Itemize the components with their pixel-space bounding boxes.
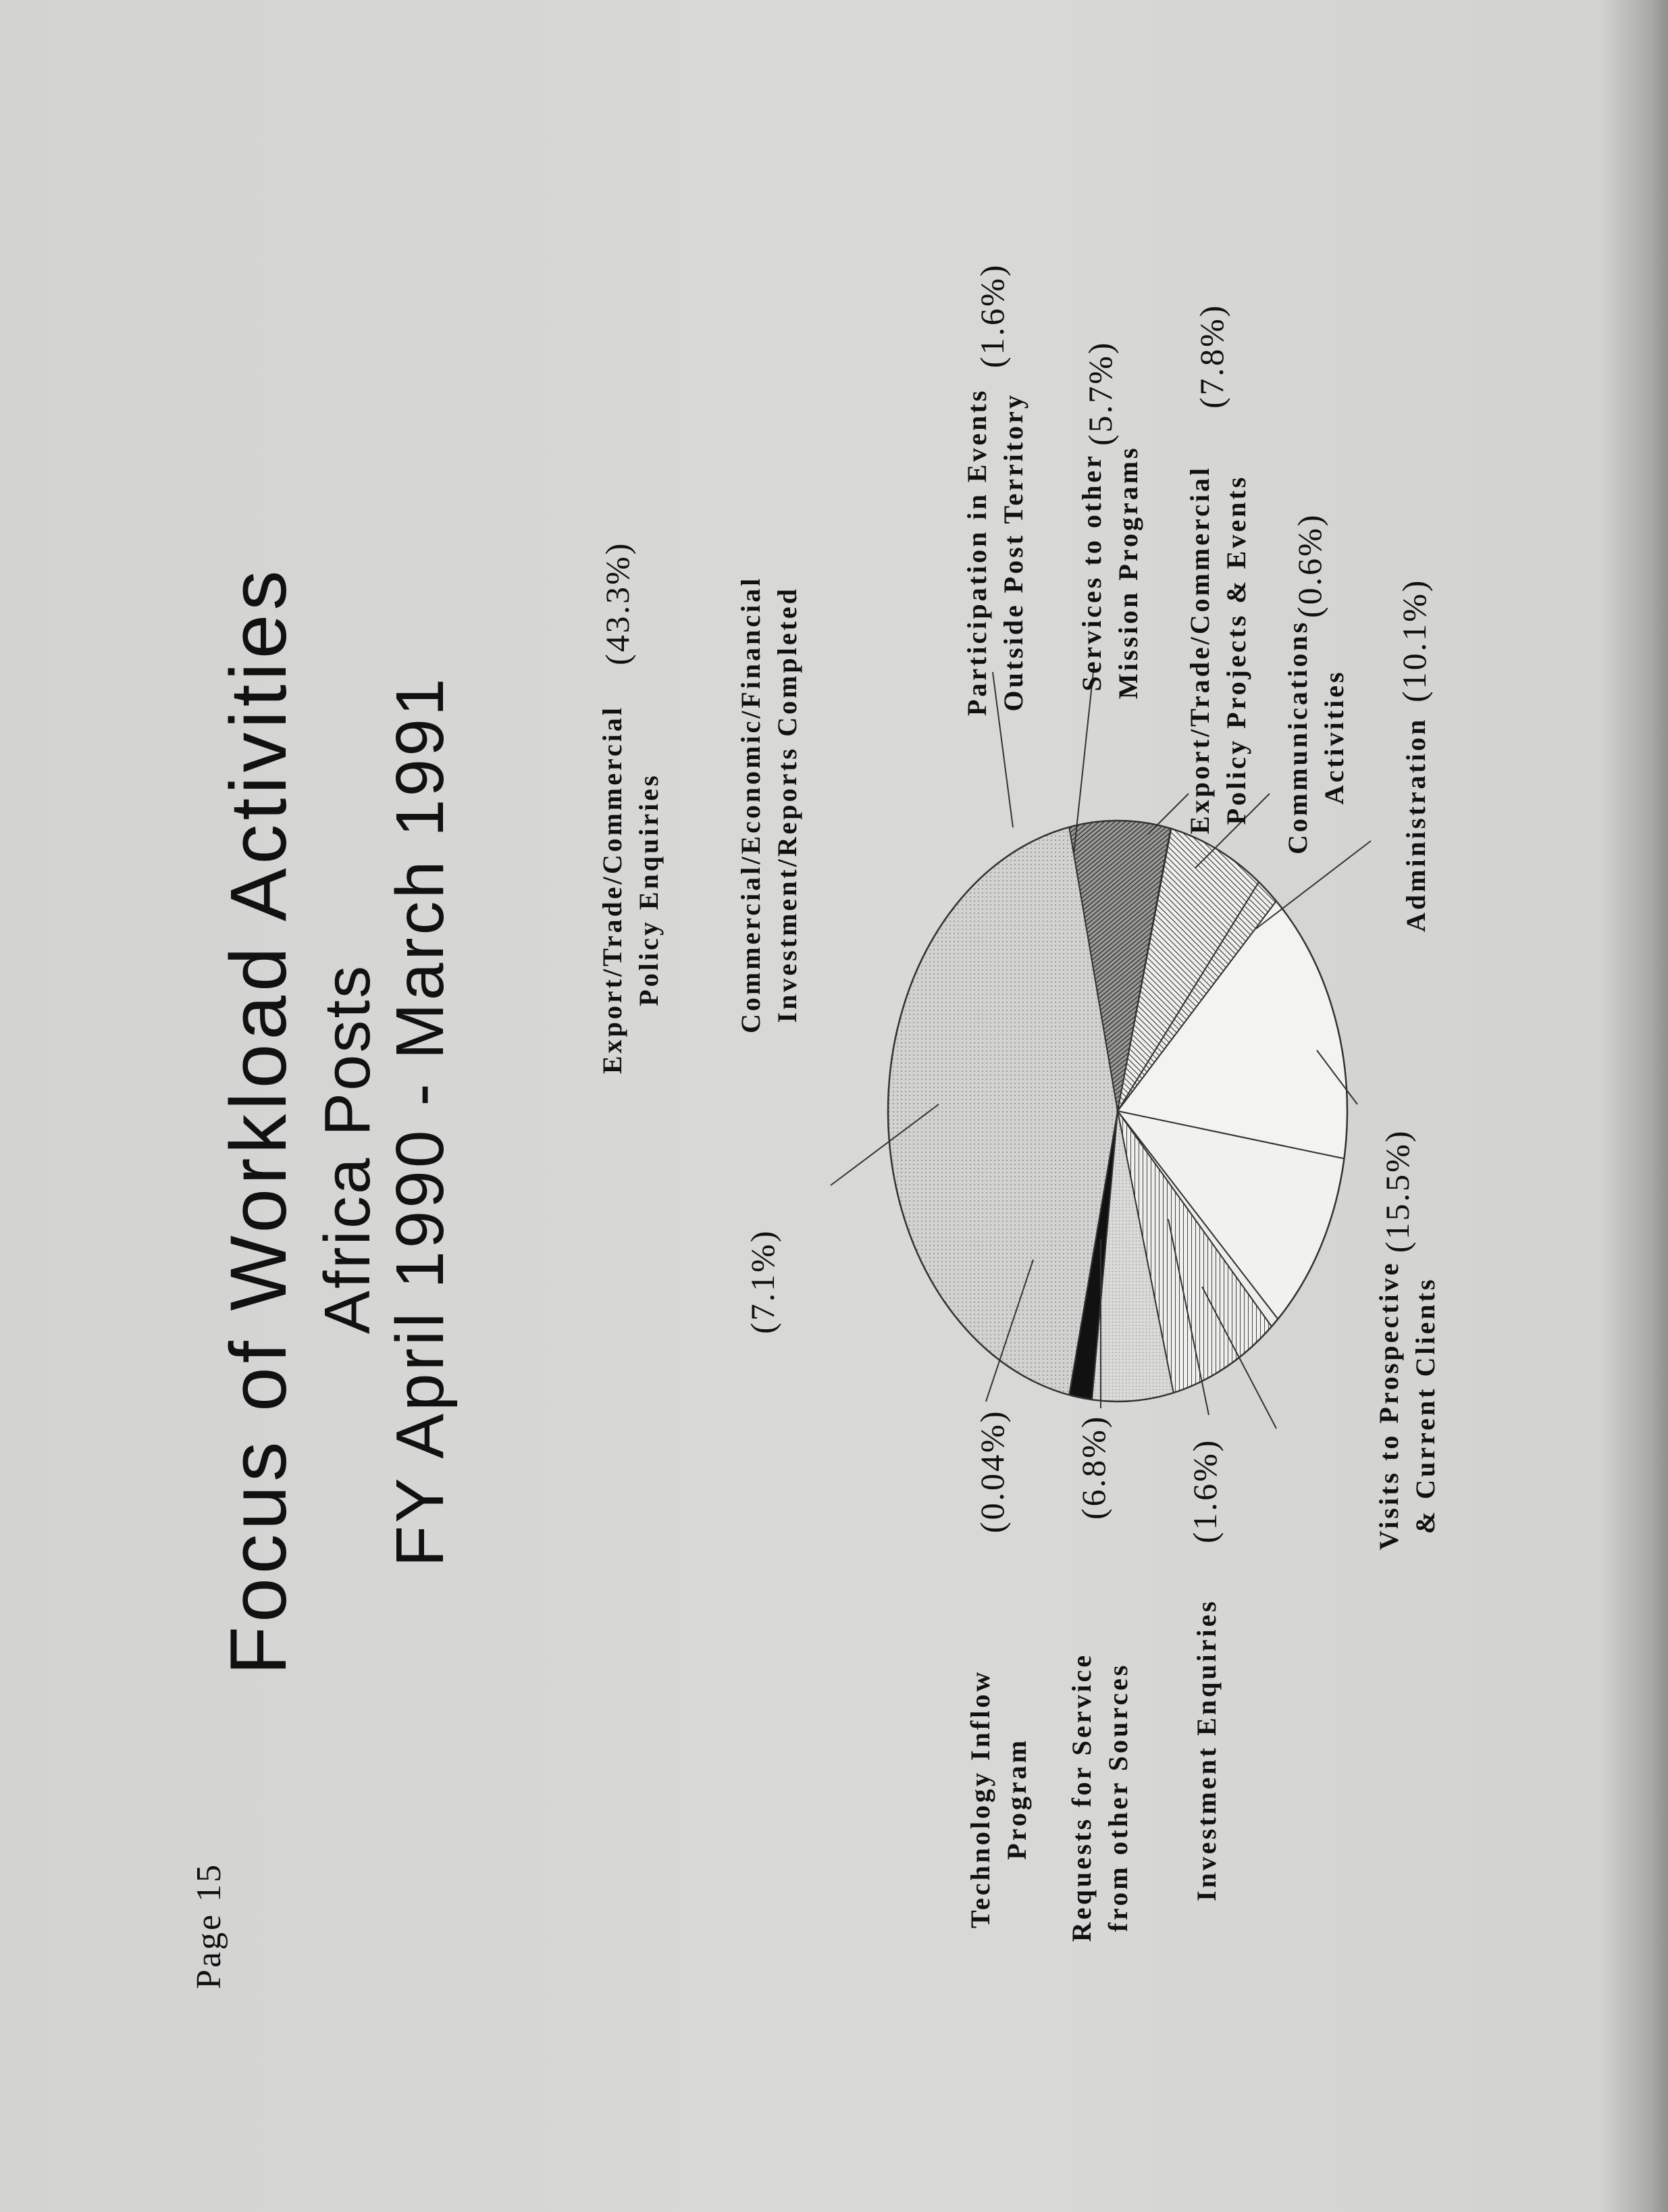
label-requests-for-service (1064, 1653, 1137, 1942)
pct-participation-in-events: (1.6%) (973, 263, 1011, 368)
chart-subtitle: Africa Posts (311, 963, 384, 1334)
label-line: Activities (1319, 669, 1349, 805)
label-services-to-programs (1074, 446, 1147, 699)
label-line: Policy Projects & Events (1221, 474, 1251, 825)
label-line: Investment Enquiries (1191, 1599, 1222, 1901)
pct-investment-enquiries: (1.6%) (1186, 1438, 1224, 1543)
label-line: Outside Post Territory (998, 392, 1028, 712)
pie-slices (888, 821, 1347, 1401)
pct-administration: (10.1%) (1395, 578, 1433, 702)
label-line: Technology Inflow (965, 1669, 995, 1928)
pct-visits-to-clients: (15.5%) (1378, 1129, 1416, 1253)
label-export-policy-enquiries (594, 705, 667, 1074)
label-line: Mission Programs (1113, 445, 1143, 699)
label-line: Administration (1401, 717, 1431, 932)
label-communications (1280, 620, 1353, 854)
chart-title: Focus of Workload Activities (214, 566, 303, 1675)
label-technology-inflow (962, 1670, 1035, 1928)
label-line: Export/Trade/Commercial (597, 705, 627, 1074)
pct-export-policy-projects: (7.8%) (1193, 303, 1230, 409)
label-participation-in-events (959, 388, 1032, 716)
label-export-policy-projects (1182, 465, 1255, 834)
label-line: Requests for Service (1066, 1652, 1097, 1942)
pct-export-policy-enquiries: (43.3%) (598, 541, 636, 665)
label-line: Program (1001, 1738, 1032, 1860)
pct-requests-for-service: (6.8%) (1074, 1414, 1112, 1520)
label-line: Commercial/Economic/Financial (735, 575, 766, 1033)
label-visits-to-clients (1371, 1261, 1444, 1550)
pct-commercial-reports: (7.1%) (744, 1229, 781, 1334)
label-line: Participation in Events (962, 388, 992, 716)
label-line: from other Sources (1103, 1662, 1133, 1932)
label-line: & Current Clients (1410, 1277, 1440, 1535)
page-number: Page 15 (190, 1862, 228, 1989)
label-line: Policy Enquiries (633, 773, 664, 1006)
label-line: Visits to Prospective (1374, 1260, 1404, 1550)
label-line: Export/Trade/Commercial (1184, 465, 1215, 834)
chart-period: FY April 1990 - March 1991 (382, 675, 458, 1567)
label-line: Investment/Reports Completed (772, 586, 802, 1023)
pct-technology-inflow: (0.04%) (973, 1409, 1011, 1533)
label-line: Communications (1282, 619, 1313, 854)
pct-services-to-programs: (5.7%) (1081, 340, 1119, 446)
label-commercial-reports (733, 576, 806, 1033)
label-administration (1398, 717, 1434, 932)
pct-communications: (0.6%) (1291, 513, 1328, 618)
label-line: Services to other (1076, 453, 1107, 692)
label-investment-enquiries (1189, 1599, 1225, 1901)
